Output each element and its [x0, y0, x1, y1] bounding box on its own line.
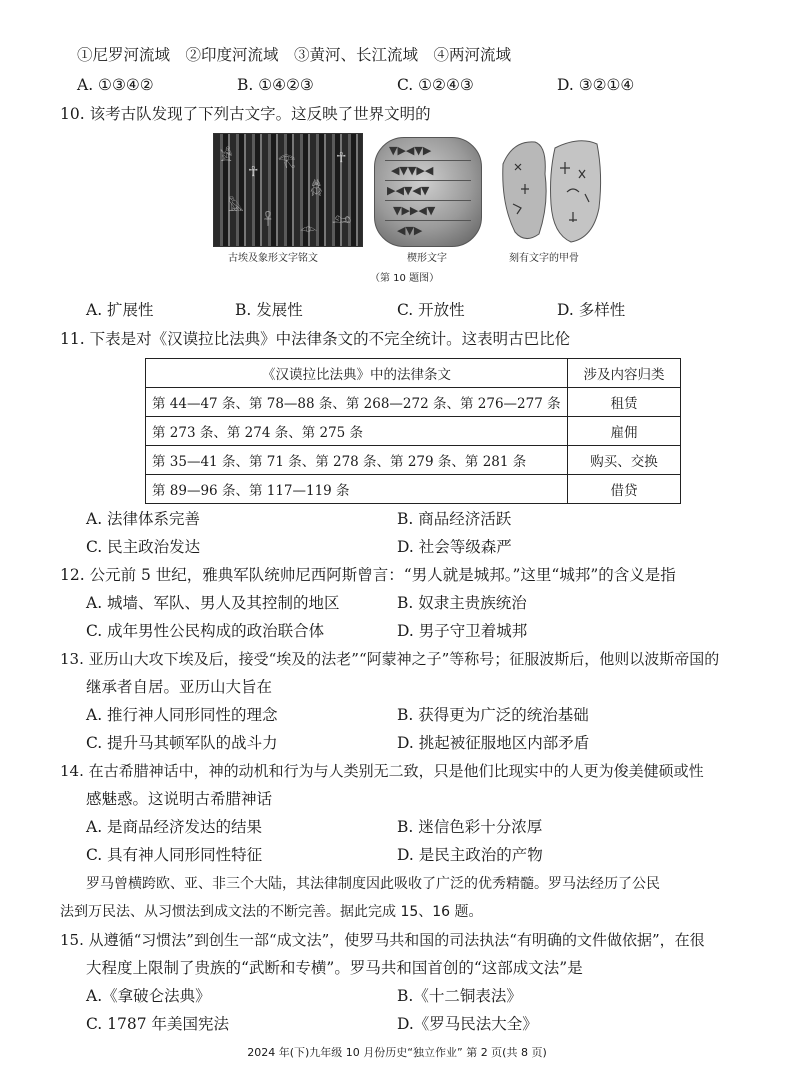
material-line2: 法到万民法、从习惯法到成文法的不断完善。据此完成 15、16 题。 — [60, 904, 483, 920]
q12-option-c: C. 成年男性公民构成的政治联合体 — [86, 622, 325, 640]
q10-stem: 10. 该考古队发现了下列古文字。这反映了世界文明的 — [60, 105, 431, 123]
table-cell: 第 273 条、第 274 条、第 275 条 — [146, 417, 568, 446]
q11-stem: 11. 下表是对《汉谟拉比法典》中法律条文的不完全统计。这表明古巴比伦 — [60, 330, 571, 348]
q14-stem-line1: 14. 在古希腊神话中，神的动机和行为与人类别无二致，只是他们比现实中的人更为俊美健硕或性 — [60, 762, 704, 780]
q14-option-d: D. 是民主政治的产物 — [397, 846, 543, 864]
q15-stem-line1: 15. 从遵循“习惯法”到创生一部“成文法”，使罗马共和国的司法执法“有明确的文件做依据”，在很 — [60, 931, 705, 949]
table-header-row — [146, 359, 681, 388]
q12-option-d: D. 男子守卫着城邦 — [397, 622, 528, 640]
q15-option-a: A.《拿破仑法典》 — [86, 987, 211, 1005]
q9-option-a: A. ①③④② — [77, 76, 154, 94]
q10-option-d: D. 多样性 — [557, 301, 626, 319]
q9-items: ①尼罗河流域 ②印度河流域 ③黄河、长江流域 ④两河流域 — [77, 46, 512, 64]
q10-option-a: A. 扩展性 — [86, 301, 154, 319]
table-header: 涉及内容归类 — [568, 359, 681, 388]
oracle-bone-image — [495, 134, 605, 246]
table-cell: 购买、交换 — [568, 446, 681, 475]
q13-option-a: A. 推行神人同形同性的理念 — [86, 706, 278, 724]
q12-stem: 12. 公元前 5 世纪，雅典军队统帅尼西阿斯曾言：“男人就是城邦。”这里“城邦”的含义是指 — [60, 566, 676, 584]
q15-stem-line2: 大程度上限制了贵族的“武断和专横”。罗马共和国首创的“这部成文法”是 — [86, 959, 583, 977]
q12-option-a: A. 城墙、军队、男人及其控制的地区 — [86, 594, 340, 612]
q10-option-b: B. 发展性 — [235, 301, 303, 319]
q11-option-b: B. 商品经济活跃 — [397, 510, 512, 528]
table-header: 《汉谟拉比法典》中的法律条文 — [146, 359, 568, 388]
q10-option-c: C. 开放性 — [397, 301, 465, 319]
q9-option-b: B. ①④②③ — [237, 76, 314, 94]
q14-option-a: A. 是商品经济发达的结果 — [86, 818, 263, 836]
q14-option-b: B. 迷信色彩十分浓厚 — [397, 818, 543, 836]
table-cell: 第 35—41 条、第 71 条、第 278 条、第 279 条、第 281 条 — [146, 446, 568, 475]
hieroglyph-inscription-image: 𓀀 ☥ 𓂀 𓆣 ☥ 𓅓 𓋹 𓁹 𓃭 — [213, 133, 363, 247]
table-cell: 租赁 — [568, 388, 681, 417]
table-row — [146, 388, 681, 417]
q11-option-a: A. 法律体系完善 — [86, 510, 201, 528]
q13-stem-line1: 13. 亚历山大攻下埃及后，接受“埃及的法老”“阿蒙神之子”等称号；征服波斯后，他则以波斯帝国的 — [60, 650, 720, 668]
table-cell: 第 89—96 条、第 117—119 条 — [146, 475, 568, 504]
q13-option-d: D. 挑起被征服地区内部矛盾 — [397, 734, 590, 752]
page-footer: 2024 年(下)九年级 10 月份历史“独立作业” 第 2 页(共 8 页) — [247, 1046, 547, 1059]
hammurabi-law-table — [145, 358, 681, 504]
table-row — [146, 475, 681, 504]
q13-option-b: B. 获得更为广泛的统治基础 — [397, 706, 589, 724]
figure-title: （第 10 题图） — [370, 273, 440, 284]
table-cell: 第 44—47 条、第 78—88 条、第 268—272 条、第 276—277 条 — [146, 388, 568, 417]
q9-option-c: C. ①②④③ — [397, 76, 474, 94]
q14-stem-line2: 感魅惑。这说明古希腊神话 — [86, 790, 273, 808]
caption-hieroglyph: 古埃及象形文字铭文 — [228, 253, 318, 264]
caption-oracle-bone: 刻有文字的甲骨 — [509, 253, 579, 264]
table-cell: 借贷 — [568, 475, 681, 504]
table-row — [146, 417, 681, 446]
material-line1: 罗马曾横跨欧、亚、非三个大陆，其法律制度因此吸收了广泛的优秀精髓。罗马法经历了公民 — [86, 876, 660, 892]
q9-option-d: D. ③②①④ — [557, 76, 635, 94]
q15-option-b: B.《十二铜表法》 — [397, 987, 522, 1005]
q13-stem-line2: 继承者自居。亚历山大旨在 — [86, 678, 273, 696]
q15-option-c: C. 1787 年美国宪法 — [86, 1015, 230, 1033]
table-cell: 雇佣 — [568, 417, 681, 446]
q11-option-c: C. 民主政治发达 — [86, 538, 201, 556]
q11-option-d: D. 社会等级森严 — [397, 538, 512, 556]
table-row — [146, 446, 681, 475]
q12-option-b: B. 奴隶主贵族统治 — [397, 594, 527, 612]
caption-cuneiform: 楔形文字 — [407, 253, 447, 264]
q15-option-d: D.《罗马民法大全》 — [397, 1015, 538, 1033]
cuneiform-tablet-image: ▼▶◀▼▶ ◀▼▼▶◀ ▶◀▼◀▼ ▼▶▶◀▼ ◀▼▶ — [374, 137, 482, 247]
q14-option-c: C. 具有神人同形同性特征 — [86, 846, 263, 864]
q13-option-c: C. 提升马其顿军队的战斗力 — [86, 734, 278, 752]
